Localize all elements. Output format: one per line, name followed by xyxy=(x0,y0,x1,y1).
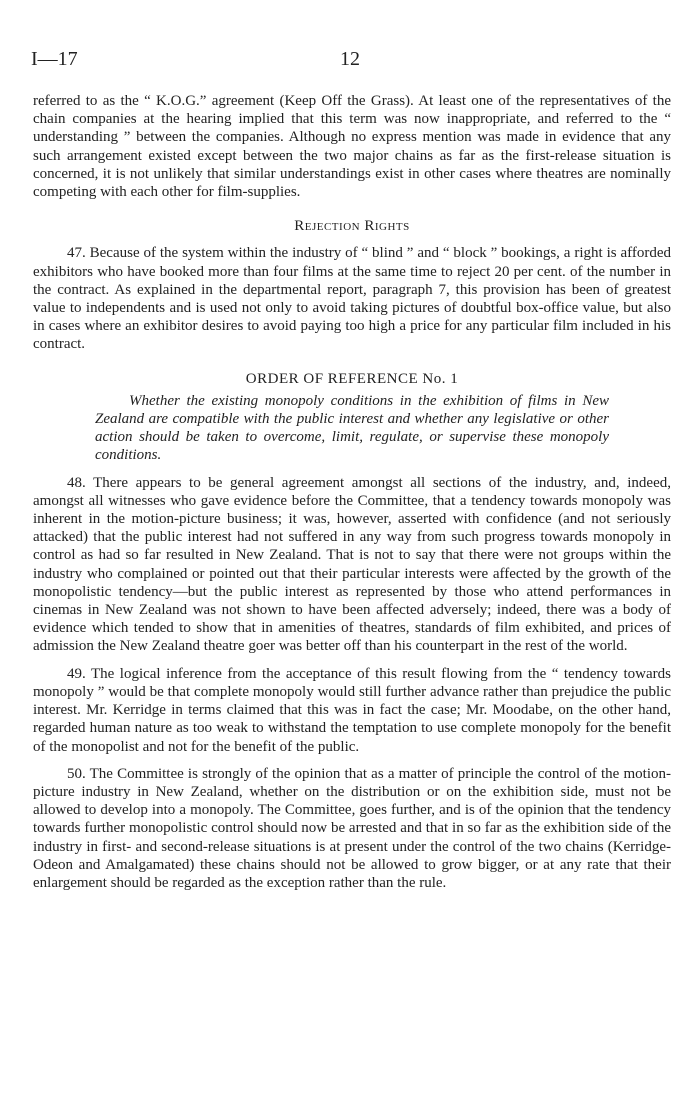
paragraph-47: 47. Because of the system within the industry of “ blind ” and “ block ” bookings, a right is afforded exhibitors who have booked more than four films at the same time to reject 20 per cent. of the number in the contract. As explained in the departmental report, paragraph 7, this provision has been of greatest value to independents and is used not only to avoid taking pictures of doubtful box-office value, but also in cases where an exhibitor desires to avoid paying too high a price for any particular film included in his contract. xyxy=(33,245,671,353)
paragraph-49: 49. The logical inference from the acceptance of this result flowing from the “ tendency towards monopoly ” would be that complete monopoly would still further advance rather than prejudice the public interest. Mr. Kerridge in terms claimed that this was in fact the case; Mr. Moodabe, on the other hand, regarded human nature as too weak to withstand the temptation to use complete monopoly for the benefit of the monopolist and not for the benefit of the public. xyxy=(33,665,671,755)
paragraph-50: 50. The Committee is strongly of the opinion that as a matter of principle the control of the motion-picture industry in New Zealand, whether on the distribution or on the exhibition side, must not be allowed to develop into a monopoly. The Committee, goes further, and is of the opinion that the tendency towards further monopolistic control should now be arrested and that in so far as the exhibition side of the industry in first- and second-release situations is at present under the control of the two chains (Kerridge-Odeon and Amalgamated) these chains should not be allowed to grow bigger, or at any rate that their enlargement should be regarded as the exception rather than the rule. xyxy=(33,765,671,891)
order-of-reference-text: Whether the existing monopoly conditions in the exhibition of films in New Zealand are compatible with the public interest and whether any legislative or other action should be taken to overcome, limit, regulate, or supervise these monopoly conditions. xyxy=(95,392,609,464)
section-heading-order-of-reference: ORDER OF REFERENCE No. 1 xyxy=(245,370,459,387)
page-number: 12 xyxy=(340,48,360,70)
paragraph-continued: referred to as the “ K.O.G.” agreement (Keep Off the Grass). At least one of the representatives of the chain companies at the hearing implied that this term was now inappropriate, and referred to the “ understanding ” between the companies. Although no express mention was made in evidence that any such arrangement existed except between the two major chains as far as the first-release situation is concerned, it is not unlikely that similar understandings exist in other cases where theatres are nominally competing with each other for film-supplies. xyxy=(33,93,671,201)
paragraph-48: 48. There appears to be general agreement amongst all sections of the industry, and, indeed, amongst all witnesses who gave evidence before the Committee, that a tendency towards monopoly was inherent in the motion-picture business; it was, however, asserted with confidence (and not seriously attacked) that the public interest had not suffered in any way from such progress towards monopoly in control as had so far resulted in New Zealand. That is not to say that there were not groups within the industry who complained or pointed out that their particular interests were affected by the growth of the monopolistic tendency—but the public interest as represented by those who attend performances in cinemas in New Zealand was not shown to have been affected adversely; indeed, there was a body of evidence which tended to show that in amenities of theatres, standards of film exhibited, and prices of admission the New Zealand theatre goer was better off than his counterpart in the rest of the world. xyxy=(33,474,671,655)
document-code: I—17 xyxy=(31,48,78,70)
page-header xyxy=(31,50,669,72)
document-body xyxy=(33,92,671,892)
section-heading-rejection-rights: Rejection Rights xyxy=(294,218,410,235)
